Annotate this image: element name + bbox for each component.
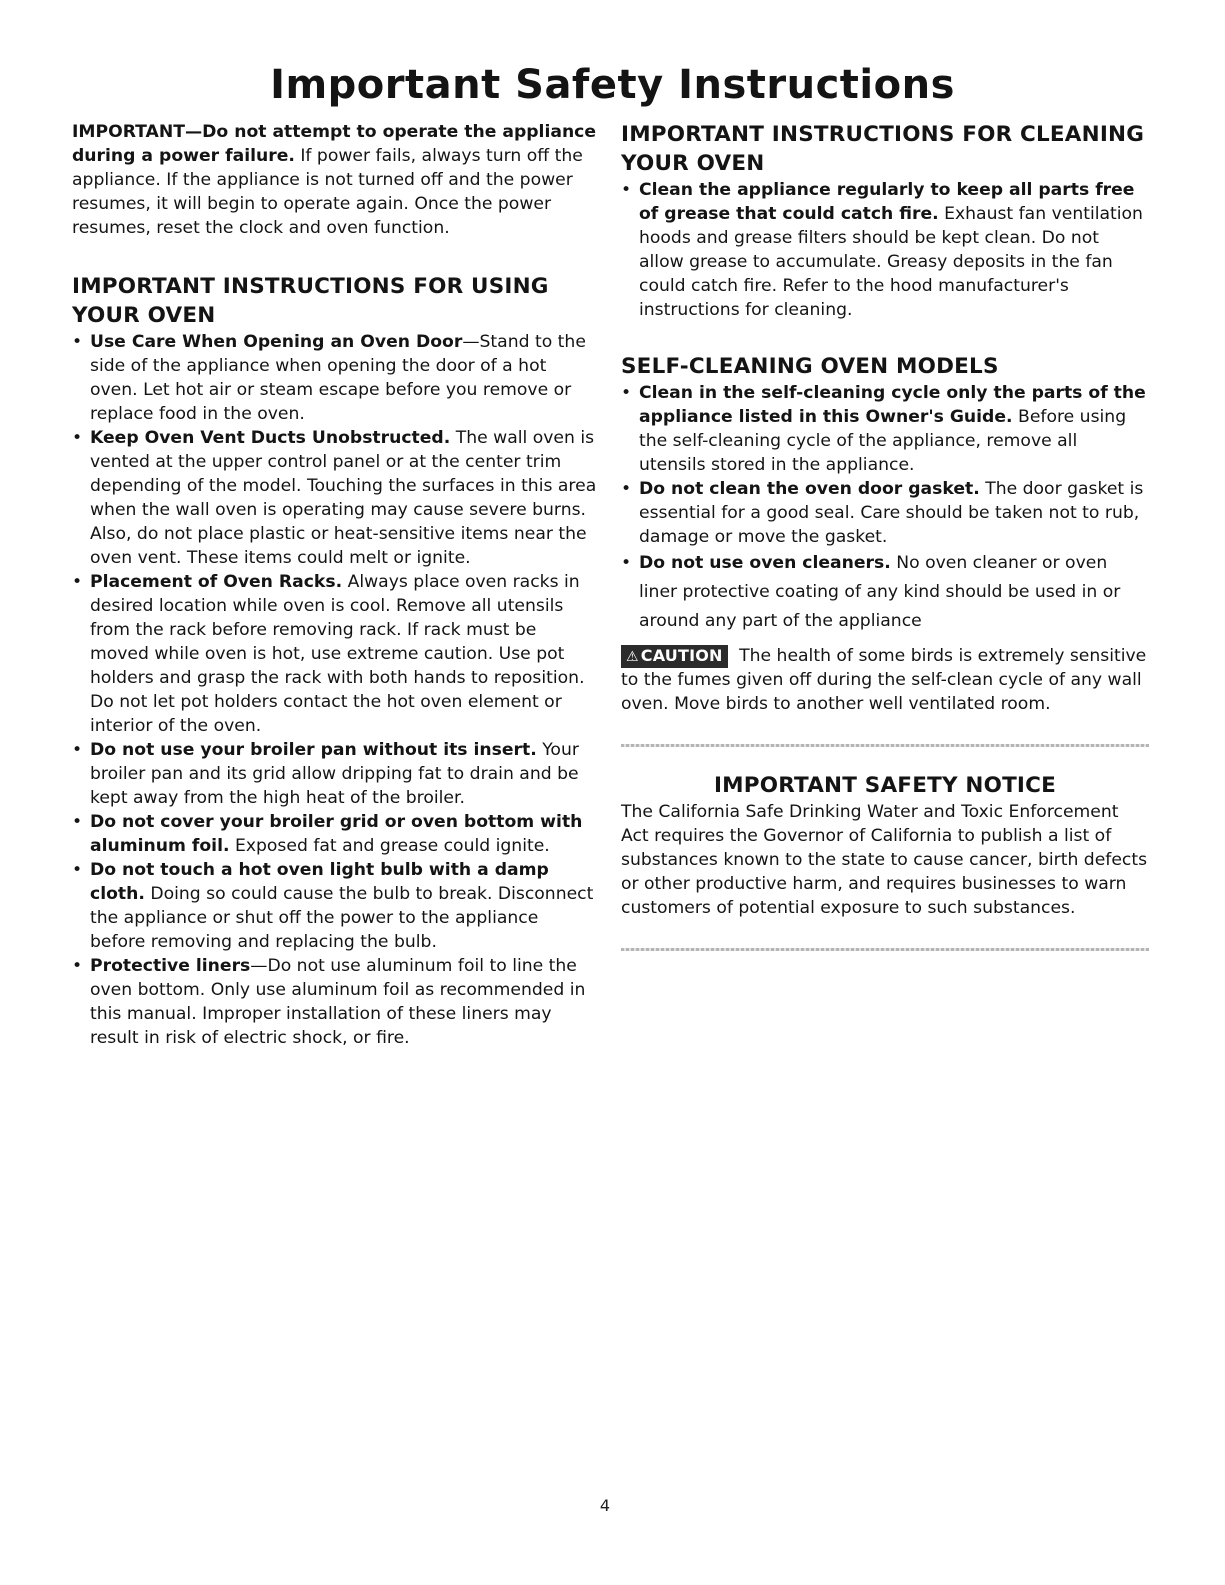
bullet-icon: • [621,553,632,573]
list-item-text: —Do not use aluminum foil to line the oven bottom. Only use aluminum foil as recommended in this manual. Improper installation of these liners may result in risk of electric shock, or fire. [90,956,586,1048]
left-column [72,120,598,1050]
list-item-lead: Use Care When Opening an Oven Door [90,332,463,352]
caution-paragraph [621,644,1149,716]
using-oven-list [72,330,598,1050]
bullet-icon: • [72,956,83,976]
list-item-lead: Do not touch a hot oven light bulb with a damp cloth. [90,860,549,904]
power-failure-text: If power fails, always turn off the appliance. If the appliance is not turned off and the power resumes, it will begin to operate again. Once the power resumes, reset the clock and oven function. [72,146,583,238]
list-item [621,549,1149,636]
list-item-lead: Clean the appliance regularly to keep all parts free of grease that could catch fire. [639,180,1135,224]
list-item [72,858,598,954]
power-failure-lead: IMPORTANT—Do not attempt to operate the appliance during a power failure. [72,122,597,166]
cleaning-oven-heading: IMPORTANT INSTRUCTIONS FOR CLEANING YOUR OVEN [621,122,1145,176]
bullet-icon: • [621,479,632,499]
list-item-text: Always place oven racks in desired location while oven is cool. Remove all utensils from the rack before removing rack. If rack must be moved while oven is hot, use extreme caution. Use pot holders and grasp the rack with both hands to reposition. Do not let pot holders contact the hot oven element or interior of the oven. [90,572,585,736]
list-item-text: —Stand to the side of the appliance when opening the door of a hot oven. Let hot air or steam escape before you remove or replace food in the oven. [90,332,586,424]
warning-icon: ⚠ [626,649,639,665]
bullet-icon: • [621,180,632,200]
list-item [72,954,598,1050]
list-item-lead: Keep Oven Vent Ducts Unobstructed. [90,428,451,448]
bullet-icon: • [72,740,83,760]
list-item [72,810,598,858]
bullet-icon: • [72,812,83,832]
list-item [72,570,598,738]
bullet-icon: • [72,332,83,352]
caution-label: CAUTION [640,646,723,665]
list-item [621,381,1149,477]
section-divider [621,948,1149,951]
bullet-icon: • [72,572,83,592]
list-item-text: The wall oven is vented at the upper control panel or at the center trim depending of the model. Touching the surfaces in this area when the wall oven is operating may cause severe burns. Also, do not place plastic or heat-sensitive items near the oven vent. These items could melt or ignite. [90,428,597,568]
right-column [621,120,1149,951]
bullet-icon: • [621,383,632,403]
list-item-lead: Protective liners [90,956,251,976]
list-item-lead: Do not cover your broiler grid or oven bottom with aluminum foil. [90,812,583,856]
list-item-lead: Do not use oven cleaners. [639,553,891,573]
list-item-text: Doing so could cause the bulb to break. Disconnect the appliance or shut off the power to the appliance before removing and replacing the bulb. [90,884,594,952]
safety-notice-text: The California Safe Drinking Water and Toxic Enforcement Act requires the Governor of California to publish a list of substances known to the state to cause cancer, birth defects or other productive harm, and requires businesses to warn customers of potential exposure to such substances. [621,802,1148,918]
caution-badge [621,645,728,668]
page-number: 4 [599,1496,611,1515]
using-oven-heading: IMPORTANT INSTRUCTIONS FOR USING YOUR OVEN [72,274,549,328]
list-item [72,738,598,810]
list-item-text: No oven cleaner or oven liner protective coating of any kind should be used in or around any part of the appliance [639,553,1121,631]
list-item [621,178,1149,322]
list-item [621,477,1149,549]
list-item-text: Before using the self-cleaning cycle of the appliance, remove all utensils stored in the appliance. [639,407,1127,475]
list-item-text: Exposed fat and grease could ignite. [229,836,550,856]
list-item-lead: Clean in the self-cleaning cycle only the parts of the appliance listed in this Owner's Guide. [639,383,1146,427]
safety-notice-heading: IMPORTANT SAFETY NOTICE [713,773,1057,798]
list-item-text: Exhaust fan ventilation hoods and grease filters should be kept clean. Do not allow grease to accumulate. Greasy deposits in the fan could catch fire. Refer to the hood manufacturer's instructions for cleaning. [639,204,1143,320]
bullet-icon: • [72,428,83,448]
self-cleaning-list-continued [621,549,1149,636]
self-cleaning-list [621,381,1149,549]
list-item-lead: Do not clean the oven door gasket. [639,479,980,499]
list-item [72,426,598,570]
cleaning-oven-list [621,178,1149,322]
power-failure-paragraph [72,120,598,240]
bullet-icon: • [72,860,83,880]
list-item-lead: Placement of Oven Racks. [90,572,343,592]
page-title: Important Safety Instructions [270,62,955,108]
list-item [72,330,598,426]
list-item-lead: Do not use your broiler pan without its insert. [90,740,537,760]
self-cleaning-heading: SELF-CLEANING OVEN MODELS [621,354,999,379]
list-item-text: The door gasket is essential for a good seal. Care should be taken not to rub, damage or move the gasket. [639,479,1144,547]
list-item-text: Your broiler pan and its grid allow dripping fat to drain and be kept away from the high heat of the broiler. [90,740,579,808]
caution-text: The health of some birds is extremely sensitive to the fumes given off during the self-clean cycle of any wall oven. Move birds to another well ventilated room. [621,646,1147,714]
